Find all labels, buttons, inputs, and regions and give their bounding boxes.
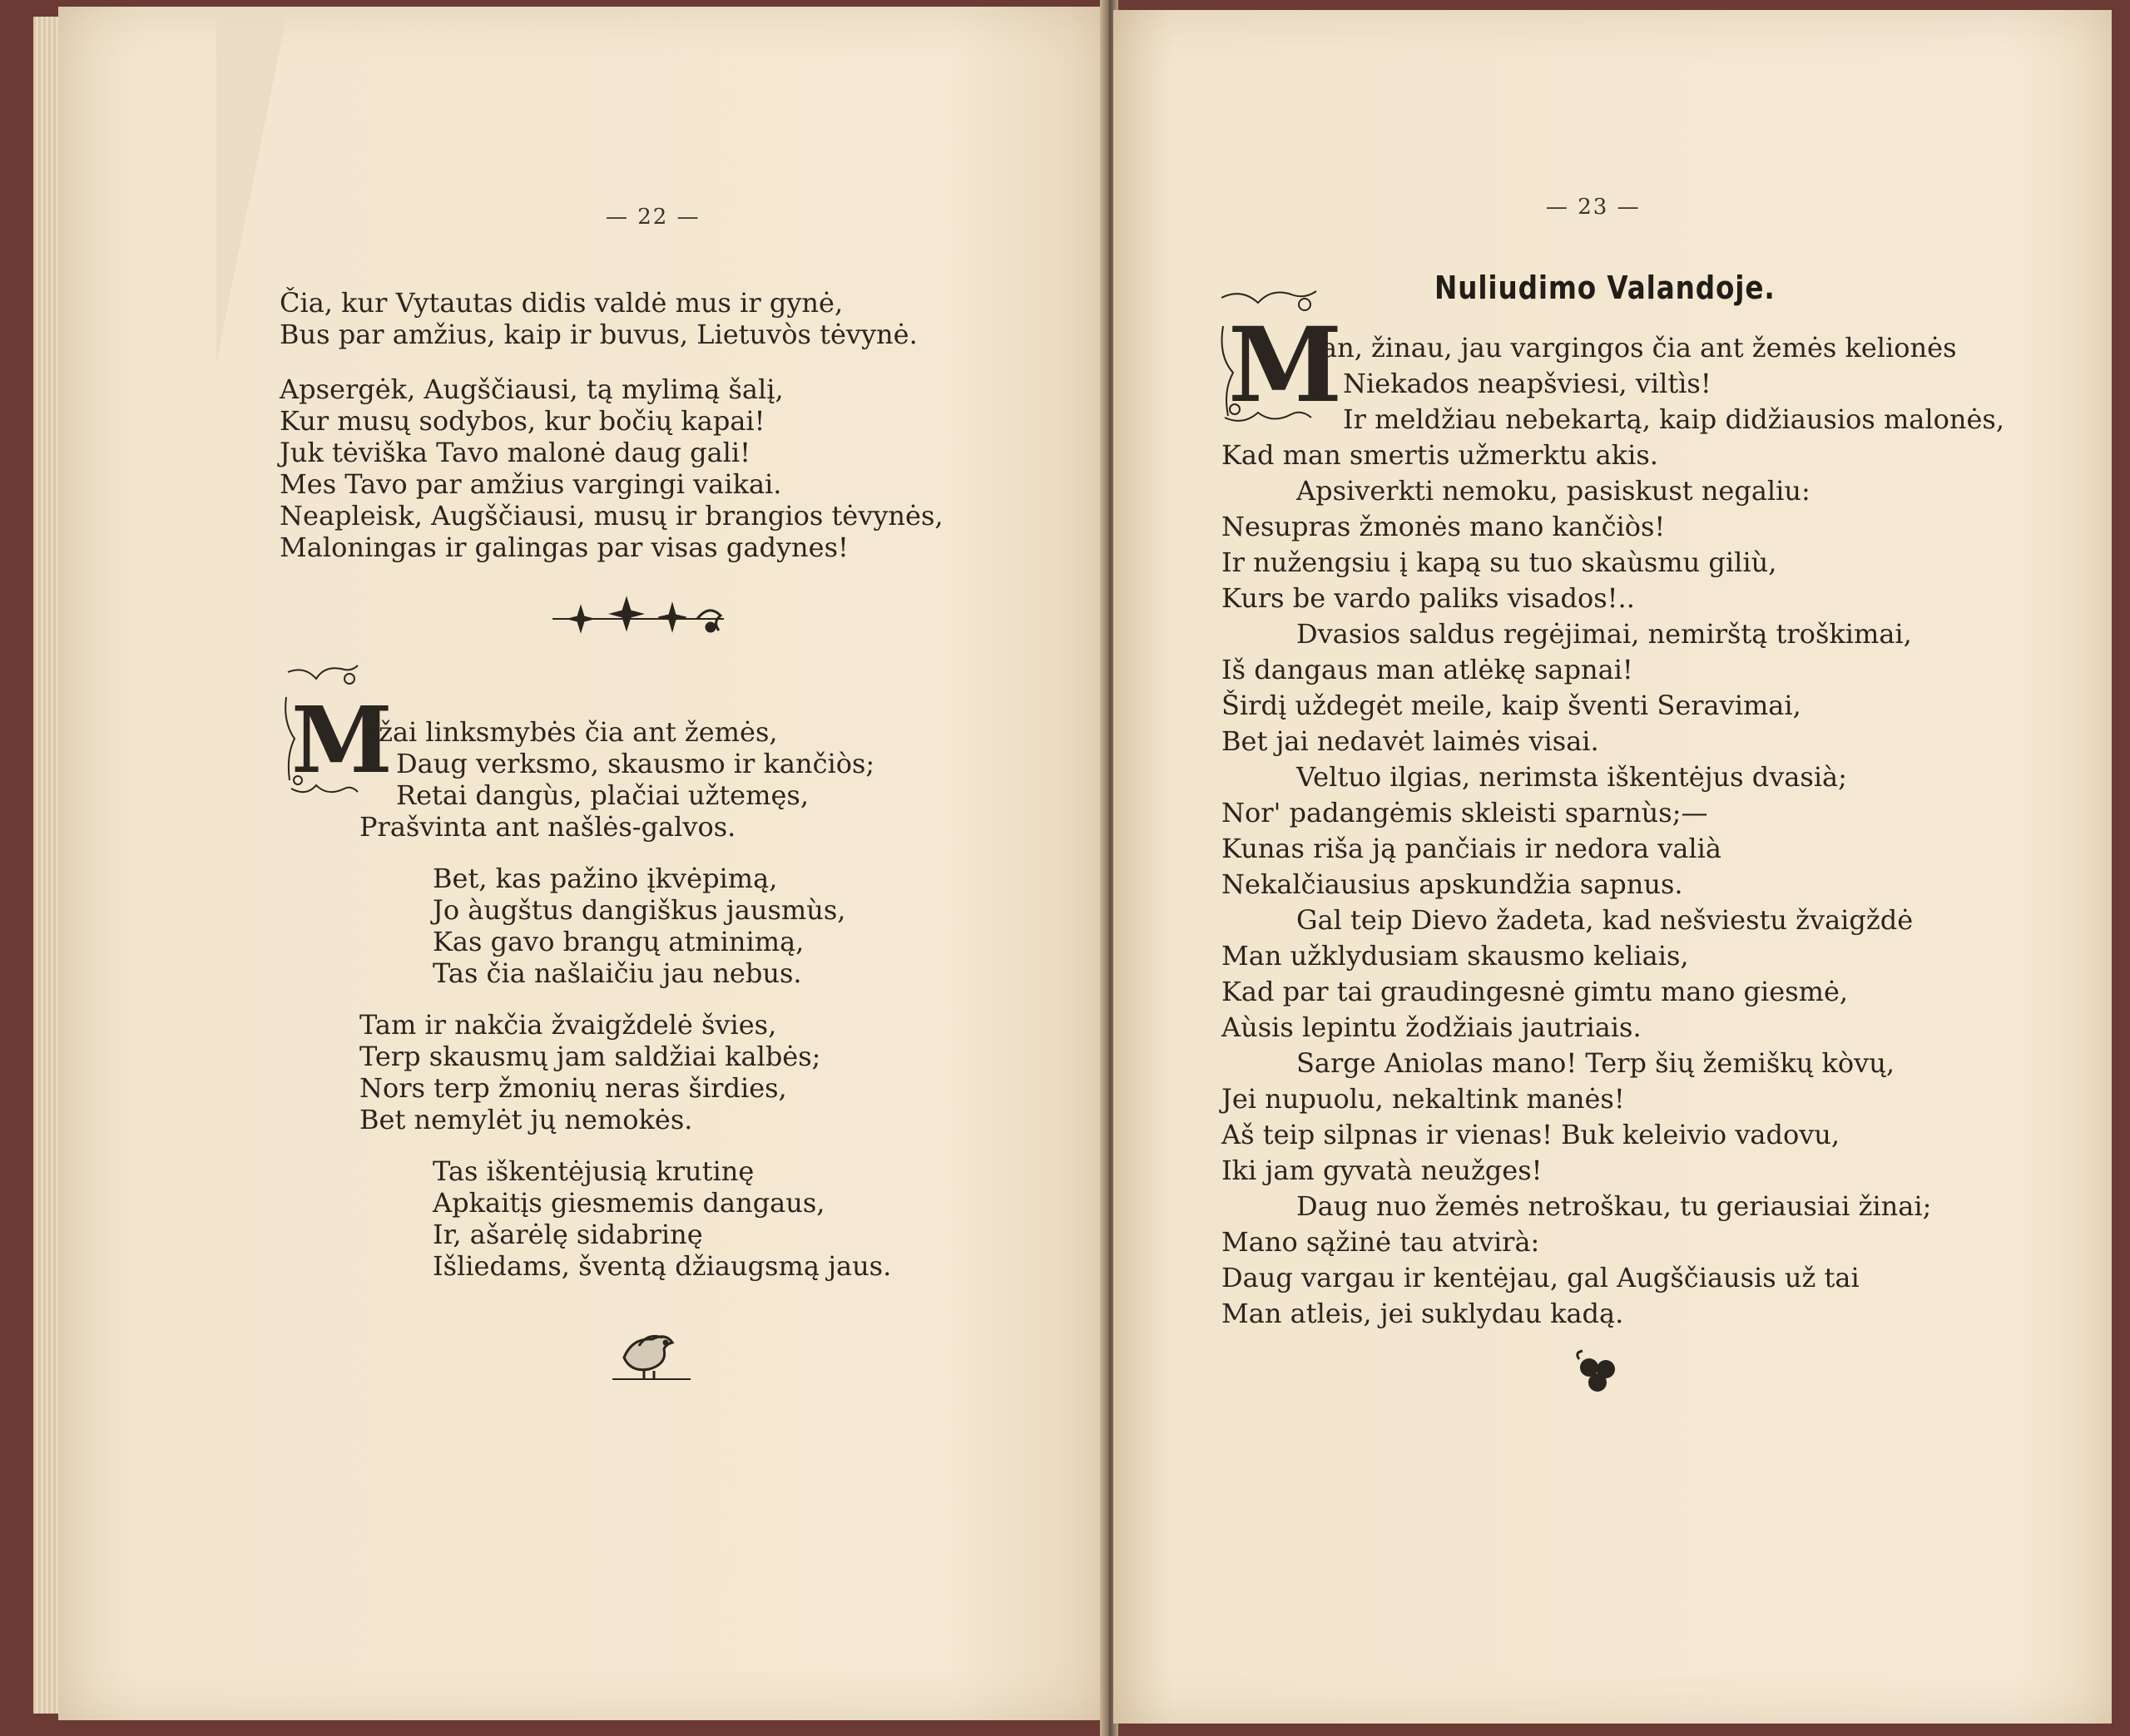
verse-line: ažai linksmybės čia ant žemės, [363,716,778,748]
verse-line: Išliedams, šventą džiaugsmą jaus. [433,1250,892,1282]
verse-line: Čia, kur Vytautas didis valdė mus ir gynė, [280,287,844,319]
verse-line: Neapleisk, Augščiausi, musų ir brangios tėvynės, [280,500,944,532]
decorated-initial-m-icon [283,664,393,804]
verse-line: Jei nupuolu, nekaltink manės! [1221,1083,1625,1115]
verse-line: Bet jai nedavėt laimės visai. [1221,725,1599,757]
verse-line: Širdį uždegėt meile, kaip šventi Seravimai, [1221,690,1801,721]
page-number-22: — 22 — [606,205,701,230]
verse-line: Bet, kas pažino įkvėpimą, [433,863,778,894]
verse-line: Bus par amžius, kaip ir buvus, Lietuvòs tėvynė. [280,319,918,350]
verse-line: Nekalčiausius apskundžia sapnus. [1221,868,1683,900]
asterism-ornament [547,589,739,639]
verse-line: an, žinau, jau vargingos čia ant žemės kelionės [1321,332,1957,364]
verse-line: Ir nužengsiu į kapą su tuo skaùsmu giliù, [1221,547,1777,578]
page-number-23: — 23 — [1546,195,1641,220]
poem-title: Nuliudimo Valandoje. [1434,270,1776,306]
verse-line: Retai dangùs, plačiai užtemęs, [396,779,809,811]
verse-line: Daug nuo žemės netroškau, tu geriausiai žinai; [1296,1190,1932,1222]
verse-line: Nesupras žmonės mano kančiòs! [1221,511,1666,542]
verse-line: Man atleis, jei suklydau kadą. [1221,1298,1624,1329]
verse-line: Prašvinta ant našlės-galvos. [359,811,736,843]
right-page [1113,10,2112,1724]
verse-line: Terp skausmų jam saldžiai kalbės; [359,1041,821,1072]
left-page [58,7,1108,1720]
verse-line: Juk tėviška Tavo malonė daug gali! [280,437,750,468]
verse-line: Daug vargau ir kentėjau, gal Augščiausis už tai [1221,1262,1860,1293]
bird-vignette-icon [607,1321,699,1387]
verse-line: Maloningas ir galingas par visas gadynes! [280,532,849,563]
folded-corner [216,13,287,363]
verse-line: Kad par tai graudingesnė gimtu mano giesmė, [1221,976,1849,1007]
verse-line: Dvasios saldus regėjimai, nemirštą troškimai, [1296,618,1912,650]
verse-line: Kad man smertis užmerktu akis. [1221,439,1658,471]
svg-text:M: M [1228,305,1343,426]
verse-line: Niekados neapšviesi, viltìs! [1343,368,1711,399]
verse-line: Apsergėk, Augščiausi, tą mylimą šalį, [280,373,784,405]
verse-line: Nor' padangėmis skleisti sparnùs;— [1221,797,1708,828]
verse-line: Mes Tavo par amžius vargingi vaikai. [280,468,782,500]
verse-line: Ir, ašarėlę sidabrinę [433,1219,703,1250]
verse-line: Tas čia našlaičiu jau nebus. [433,957,802,989]
verse-line: Daug verksmo, skausmo ir kančiòs; [396,748,875,779]
verse-line: Iš dangaus man atlėkę sapnai! [1221,654,1633,685]
verse-line: Ir meldžiau nebekartą, kaip didžiausios malonės, [1343,403,2004,435]
verse-line: Sarge Aniolas mano! Terp šių žemiškų kòvų, [1296,1047,1895,1079]
verse-line: Nors terp žmonių neras širdies, [359,1072,787,1104]
verse-line: Apsiverkti nemoku, pasiskust negaliu: [1296,475,1810,507]
decorated-initial-m-icon [1218,284,1343,431]
verse-line: Man užklydusiam skausmo keliais, [1221,940,1689,972]
verse-line: Kurs be vardo paliks visados!.. [1221,582,1635,614]
verse-line: Kunas riša ją pančiais ir nedora valià [1221,833,1721,864]
verse-line: Gal teip Dievo žadeta, kad nešviestu žvaigždė [1296,904,1914,936]
verse-line: Iki jam gyvatà neužges! [1221,1155,1543,1186]
verse-line: Veltuo ilgias, nerimsta iškentėjus dvasià; [1296,761,1847,793]
verse-line: Kur musų sodybos, kur bočių kapai! [280,405,765,437]
verse-line: Tam ir nakčia žvaigždelė švies, [359,1009,777,1041]
verse-line: Aš teip silpnas ir vienas! Buk keleivio vadovu, [1221,1119,1840,1150]
svg-text:M: M [291,686,393,794]
fleuron-icon [1573,1351,1622,1397]
verse-line: Jo àugštus dangiškus jausmùs, [433,894,846,926]
verse-line: Mano sąžinė tau atvirà: [1221,1226,1540,1258]
verse-line: Aùsis lepintu žodžiais jautriais. [1221,1011,1642,1043]
verse-line: Bet nemylėt jų nemokės. [359,1104,693,1135]
verse-line: Kas gavo brangų atminimą, [433,926,805,957]
verse-line: Apkaitįs giesmemis dangaus, [433,1187,825,1219]
verse-line: Tas iškentėjusią krutinę [433,1155,755,1187]
